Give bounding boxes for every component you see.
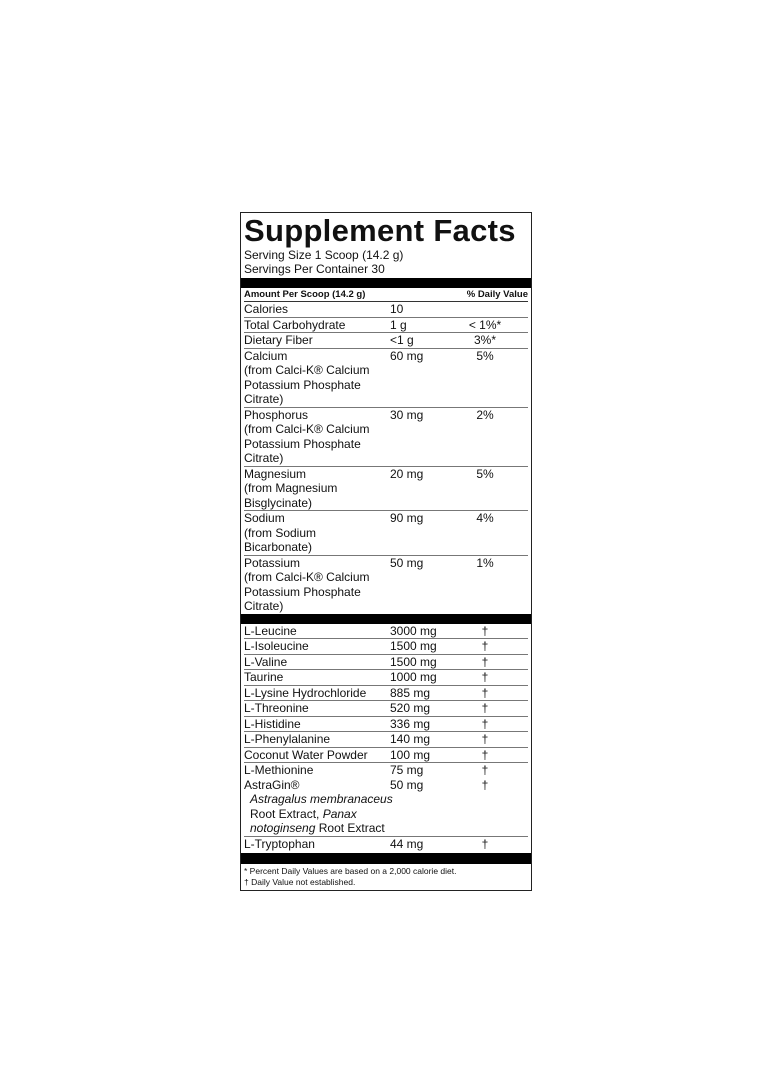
ingredient-dv: 4% xyxy=(476,511,494,525)
ingredient-name: Potassium (from Calci-K® Calcium Potassium Phosphate Citrate) xyxy=(244,555,370,613)
ingredient-amount: 50 mg xyxy=(390,555,424,570)
astragin-description xyxy=(244,792,530,836)
ingredient-name: Calcium (from Calci-K® Calcium Potassium Phosphate Citrate) xyxy=(244,348,370,406)
ingredient-name: L-Phenylalanine xyxy=(244,732,331,746)
table-row xyxy=(244,556,528,614)
dv-header: % Daily Value xyxy=(466,289,528,300)
ingredient-amount: 3000 mg xyxy=(390,623,437,638)
amount-header: Amount Per Scoop (14.2 g) xyxy=(244,289,366,300)
ingredient-dv: † xyxy=(481,670,489,684)
label-title: Supplement Facts xyxy=(244,213,516,248)
ingredient-dv: † xyxy=(481,685,489,700)
ingredient-dv: † xyxy=(481,777,489,792)
ingredient-dv: † xyxy=(481,701,489,715)
ingredient-name: Taurine xyxy=(244,670,284,684)
ingredient-name: Magnesium (from Magnesium Bisglycinate) xyxy=(244,466,338,510)
ingredient-name: Dietary Fiber xyxy=(244,333,313,347)
ingredient-name: Total Carbohydrate xyxy=(244,317,346,332)
thick-divider xyxy=(241,853,531,864)
table-row xyxy=(244,318,528,334)
ingredient-dv: † xyxy=(481,732,489,746)
ingredient-dv: 1% xyxy=(476,555,494,570)
ingredient-amount: 1500 mg xyxy=(390,639,437,653)
ingredient-name: L-Threonine xyxy=(244,701,309,715)
table-row xyxy=(244,686,528,702)
table-row xyxy=(244,511,528,556)
ingredient-dv: † xyxy=(481,623,489,638)
ingredient-amount: <1 g xyxy=(390,333,414,347)
ingredient-dv: † xyxy=(481,639,489,653)
ingredient-dv: † xyxy=(481,747,489,762)
ingredient-dv: † xyxy=(481,763,489,777)
table-row xyxy=(244,670,528,686)
astragin-line-3b: Root Extract xyxy=(315,821,385,835)
ingredient-name: AstraGin® xyxy=(244,777,300,792)
ingredient-name: L-Valine xyxy=(244,654,288,669)
thick-divider xyxy=(241,614,531,624)
ingredient-name: Coconut Water Powder xyxy=(244,747,368,762)
ingredient-dv xyxy=(450,302,530,317)
astragin-line-3a: notoginseng xyxy=(250,821,316,835)
ingredient-amount: 75 mg xyxy=(390,763,424,777)
ingredient-amount: 20 mg xyxy=(390,466,424,481)
table-row xyxy=(244,302,528,318)
thick-divider xyxy=(241,278,531,288)
ingredient-dv: † xyxy=(481,836,489,851)
ingredient-amount: 885 mg xyxy=(390,685,431,700)
ingredient-amount: 1 g xyxy=(390,317,407,332)
ingredient-amount: 336 mg xyxy=(390,716,431,731)
astragin-line-2a: Root Extract, xyxy=(250,806,323,821)
ingredient-amount: 60 mg xyxy=(390,348,424,363)
ingredient-amount: 140 mg xyxy=(390,732,431,746)
ingredient-amount: 30 mg xyxy=(390,407,424,422)
ingredient-name: L-Isoleucine xyxy=(244,639,309,653)
blend-list xyxy=(244,624,528,778)
ingredient-amount: 44 mg xyxy=(390,836,424,851)
ingredient-name: L-Methionine xyxy=(244,763,314,777)
table-row xyxy=(244,639,528,655)
ingredient-name: Sodium (from Sodium Bicarbonate) xyxy=(244,511,317,554)
footnote-not-established: † Daily Value not established. xyxy=(244,877,356,887)
ingredient-dv: 2% xyxy=(476,407,494,422)
table-row xyxy=(244,701,528,717)
ingredient-dv: 5% xyxy=(476,466,494,481)
table-row xyxy=(244,655,528,671)
table-row xyxy=(244,763,528,778)
ingredient-dv: † xyxy=(481,654,489,669)
ingredient-amount: 1500 mg xyxy=(390,654,437,669)
ingredient-name: L-Leucine xyxy=(244,623,297,638)
ingredient-amount: 520 mg xyxy=(390,701,431,715)
table-row xyxy=(244,408,528,467)
table-row-astragin xyxy=(244,778,528,837)
ingredient-dv: † xyxy=(481,716,489,731)
ingredient-name: Calories xyxy=(244,302,289,316)
servings-per-container: Servings Per Container 30 xyxy=(244,262,385,276)
table-row xyxy=(244,333,528,349)
ingredient-amount: 100 mg xyxy=(390,747,431,762)
table-row xyxy=(244,349,528,408)
ingredient-name: Phosphorus (from Calci-K® Calcium Potassium Phosphate Citrate) xyxy=(244,407,370,465)
table-row xyxy=(244,732,528,748)
ingredient-name: L-Lysine Hydrochloride xyxy=(244,685,367,700)
ingredient-name: L-Tryptophan xyxy=(244,836,315,851)
table-row xyxy=(244,748,528,764)
ingredient-dv: < 1%* xyxy=(468,317,502,332)
ingredient-amount: 10 xyxy=(390,302,404,316)
ingredient-amount: 50 mg xyxy=(390,777,424,792)
ingredient-name: L-Histidine xyxy=(244,716,301,731)
table-row xyxy=(244,467,528,512)
footnote-daily-values: * Percent Daily Values are based on a 2,000 calorie diet. xyxy=(244,866,457,876)
nutrient-list xyxy=(244,302,528,614)
table-row xyxy=(244,624,528,640)
table-row xyxy=(244,717,528,733)
supplement-facts-label xyxy=(240,212,532,891)
column-header xyxy=(244,288,528,302)
ingredient-dv: 5% xyxy=(476,348,494,363)
ingredient-amount: 1000 mg xyxy=(390,670,437,684)
astragin-line-1: Astragalus membranaceus xyxy=(250,792,393,806)
serving-size: Serving Size 1 Scoop (14.2 g) xyxy=(244,248,404,262)
ingredient-dv: 3%* xyxy=(473,333,496,347)
ingredient-amount: 90 mg xyxy=(390,511,424,525)
astragin-line-2b: Panax xyxy=(322,806,357,821)
table-row-tryptophan xyxy=(244,837,528,852)
